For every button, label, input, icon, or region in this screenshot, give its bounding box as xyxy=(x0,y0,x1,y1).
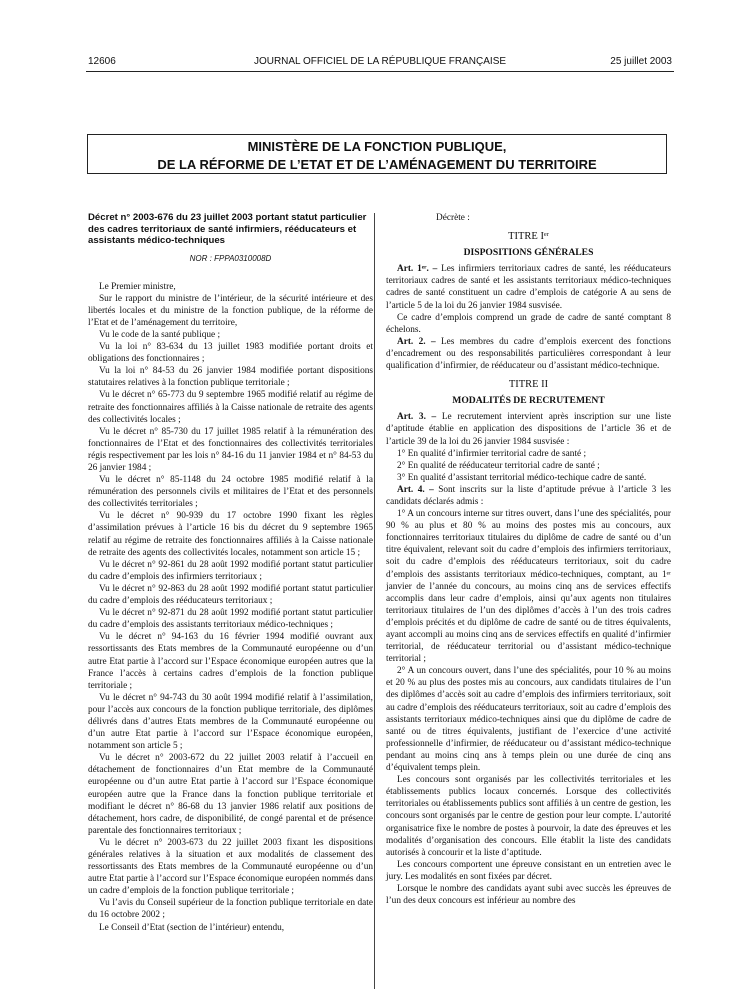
visa-paragraph: Vu le code de la santé publique ; xyxy=(99,329,221,340)
visa-paragraph: Le Conseil d’Etat (section de l’intérieur) entendu, xyxy=(99,922,285,933)
header-rule xyxy=(86,71,674,72)
article-3-item: 2° En qualité de rééducateur territorial cadre de santé ; xyxy=(397,460,600,471)
visa-paragraph: Vu le décret n° 94-163 du 16 février 1994 modifié ouvrant aux ressortissants des Etats membres de la Communauté européenne ou d’un autre Etat partie à l’accord sur l’Espace économique européen autres que la France l’accès à certains cadres d’emplois de la fonction publique territoriale ; xyxy=(88,632,373,691)
visa-paragraph: Vu la loi n° 84-53 du 26 janvier 1984 modifiée portant dispositions statutaires relatives à la fonction publique territoriale ; xyxy=(88,366,373,389)
decrete-label: Décrète : xyxy=(436,213,470,223)
titre-2-name: MODALITÉS DE RECRUTEMENT xyxy=(452,395,605,407)
column-separator xyxy=(374,213,375,989)
page-number: 12606 xyxy=(88,56,116,67)
article-1-text: Les infirmiers territoriaux cadres de santé, les rééducateurs territoriaux cadres de santé et les assistants territoriaux médico-techniques cadres de santé constituent un cadre d’emplois de catégorie A au sens de l’article 5 de la loi du 26 janvier 1984 susvisée. xyxy=(386,264,671,311)
left-column xyxy=(88,212,373,934)
decree-title: Décret n° 2003-676 du 23 juillet 2003 portant statut particulier des cadres territoriaux de santé infirmiers, rééducateurs et assistants médico-techniques xyxy=(88,212,367,246)
journal-title: JOURNAL OFFICIEL DE LA RÉPUBLIQUE FRANÇAISE xyxy=(253,56,507,67)
article-4-text: Sont inscrits sur la liste d’aptitude prévue à l’article 3 les candidats déclarés admis : xyxy=(386,484,672,507)
right-column xyxy=(386,212,671,907)
article-1 xyxy=(386,263,671,311)
visas-list xyxy=(88,281,373,934)
visa-paragraph: Vu le décret n° 85-730 du 17 juillet 1985 relatif à la rémunération des fonctionnaires de l’Etat et des fonctionnaires des collectivités territoriales régis respectivement par les lois n° 84-16 du 11 janvier 1984 et n° 84-53 du 26 janvier 1984 ; xyxy=(88,426,373,473)
article-4-paragraph: 2° A un concours ouvert, dans l’une des spécialités, pour 10 % au moins et 20 % au plus des postes mis au concours, aux candidats titulaires de l’un des diplômes d’accès soit au cadre d’emplois des infirmiers territoriaux, soit au cadre d’emplois des rééducateurs territoriaux, soit au cadre d’emplois des assistants territoriaux médico-techniques ainsi que du diplôme de cadre de santé ou de titres équivalents, justifiant de l’exercice d’une activité professionnelle d’infirmier, de rééducateur ou d’assistant médico-technique pendant au moins cinq ans à temps plein ou une durée de cinq ans d’équivalent temps plein. xyxy=(386,666,671,774)
article-2 xyxy=(386,336,671,372)
article-3 xyxy=(386,411,671,447)
article-4-label: Art. 4. – xyxy=(397,484,434,495)
visa-paragraph: Vu l’avis du Conseil supérieur de la fonction publique territoriale en date du 16 octobre 2002 ; xyxy=(88,898,373,921)
titre-1-name: DISPOSITIONS GÉNÉRALES xyxy=(463,247,594,259)
article-4-paragraph: Lorsque le nombre des candidats ayant subi avec succès les épreuves de l’un des deux concours est inférieur au nombre des xyxy=(386,883,671,907)
visa-paragraph: Vu le décret n° 92-871 du 28 août 1992 modifié portant statut particulier du cadre d’emplois des assistants territoriaux médico-techniques ; xyxy=(88,608,373,631)
visa-paragraph: Vu le décret n° 92-863 du 28 août 1992 modifié portant statut particulier du cadre d’emplois des rééducateurs territoriaux ; xyxy=(88,583,373,607)
visa-paragraph: Sur le rapport du ministre de l’intérieur, de la sécurité intérieure et des libertés locales et du ministre de la fonction publique, de la réforme de l’Etat et de l’aménagement du territoire, xyxy=(88,293,373,328)
article-4-paragraph: 1° A un concours interne sur titres ouvert, dans l’une des spécialités, pour 90 % au plus et 80 % au moins des postes mis au concours, aux fonctionnaires territoriaux titulaires du diplôme de cadre de santé ou d’un titre équivalent, relevant soit du cadre d’emplois des infirmiers territoriaux, soit du cadre d’emplois des rééducateurs territoriaux, soit du cadre d’emplois des assistants territoriaux médico-techniques, comptant, au 1ᵉʳ janvier de l’année du concours, au moins cinq ans de services effectifs accomplis dans leur cadre d’emplois, ainsi qu’aux agents non titulaires territoriaux titulaires de l’un des diplômes d’accès à l’un des trois cadres d’emplois précités et du diplôme de cadre de santé ou de titres équivalents, ayant accompli au moins cinq ans de services effectifs en qualité d’infirmier territorial, de rééducateur territorial ou d’assistant médico-technique territorial ; xyxy=(386,509,671,665)
article-3-item: 1° En qualité d’infirmier territorial cadre de santé ; xyxy=(397,448,587,459)
ministry-line-1: MINISTÈRE DE LA FONCTION PUBLIQUE, xyxy=(247,139,507,154)
visa-paragraph: Vu le décret n° 2003-673 du 22 juillet 2003 fixant les dispositions générales relatives à la situation et aux modalités de classement des ressortissants des Etats membres de la Communauté européenne ou d’un autre Etat partie à l’accord sur l’Espace économique européen nommés dans un cadre d’emplois de la fonction publique territoriale ; xyxy=(88,837,373,897)
titre-1-heading: TITRE Iᵉʳ xyxy=(508,231,549,243)
ministry-box xyxy=(87,134,667,174)
article-4-paragraph: Les concours comportent une épreuve consistant en un entretien avec le jury. Les modalités en sont fixées par décret. xyxy=(386,859,671,882)
article-3-text: Le recrutement intervient après inscription sur une liste d’aptitude établie en application des dispositions de l’article 36 et de l’article 39 de la loi du 26 janvier 1984 susvisée : xyxy=(386,412,672,447)
page-header xyxy=(88,56,672,72)
article-2-label: Art. 2. – xyxy=(397,336,436,347)
publication-date: 25 juillet 2003 xyxy=(610,56,672,67)
visa-paragraph: Vu le décret n° 90-939 du 17 octobre 1990 fixant les règles d’assimilation prévues à l’article 16 bis du décret du 9 septembre 1965 relatif au régime de retraite des fonctionnaires affiliés à la Caisse nationale de retraite des agents des collectivités locales, notamment son article 15 ; xyxy=(88,511,373,558)
visa-paragraph: Vu le décret n° 94-743 du 30 août 1994 modifié relatif à l’assimilation, pour l’accès aux concours de la fonction publique territoriale, des diplômes délivrés dans d’autres Etats membres de la Communauté européenne ou d’un autre Etat partie à l’accord sur l’Espace économique européen, notamment son article 5 ; xyxy=(88,692,373,752)
nor-reference: NOR : FPPA0310008D xyxy=(189,253,272,263)
visa-paragraph: Vu le décret n° 92-861 du 28 août 1992 modifié portant statut particulier du cadre d’emplois des infirmiers territoriaux ; xyxy=(88,559,373,582)
article-4 xyxy=(386,484,671,508)
visa-paragraph: Vu le décret n° 65-773 du 9 septembre 1965 modifié relatif au régime de retraite des fonctionnaires affiliés à la Caisse nationale de retraite des agents des collectivités locales ; xyxy=(88,390,373,425)
ministry-line-2: DE LA RÉFORME DE L’ETAT ET DE L’AMÉNAGEMENT DU TERRITOIRE xyxy=(157,157,597,172)
titre-2-heading: TITRE II xyxy=(508,379,549,391)
visa-paragraph: Vu le décret n° 85-1148 du 24 octobre 1985 modifié relatif à la rémunération des personnels civils et militaires de l’Etat et des personnels des collectivités territoriales ; xyxy=(88,475,373,510)
article-3-label: Art. 3. – xyxy=(397,412,437,423)
article-1-paragraph-2: Ce cadre d’emplois comprend un grade de cadre de santé comptant 8 échelons. xyxy=(386,312,671,335)
article-1-label: Art. 1ᵉʳ. – xyxy=(397,264,438,275)
visa-paragraph: Vu la loi n° 83-634 du 13 juillet 1983 modifiée portant droits et obligations des fonctionnaires ; xyxy=(88,342,373,365)
article-3-item: 3° En qualité d’assistant territorial médico-techique cadre de santé. xyxy=(397,472,647,483)
article-4-paragraph: Les concours sont organisés par les collectivités territoriales et les établissements publics locaux concernés. Lorsque des collectivités territoriales ou établissements publics sont affiliés à un centre de gestion, les concours sont organisés par le centre de gestion pour leur compte. L’autorité organisatrice fixe le nombre de postes à pourvoir, la date des épreuves et les modalités d’organisation des concours. Elle établit la liste des candidats autorisés à concourir et la liste d’aptitude. xyxy=(386,775,671,858)
article-2-text: Les membres du cadre d’emplois exercent des fonctions d’encadrement ou des responsabilités particulières correspondant à leur qualification d’infirmier, de rééducateur ou d’assistant médico-technique. xyxy=(386,336,671,372)
visa-paragraph: Vu le décret n° 2003-672 du 22 juillet 2003 relatif à l’accueil en détachement de fonctionnaires d’un Etat membre de la Communauté européenne ou d’un autre Etat partie à l’accord sur l’Espace économique européen autre que la France dans la fonction publique territoriale et modifiant le décret n° 86-68 du 13 janvier 1986 relatif aux positions de détachement, hors cadre, de disponibilité, de congé parental et de présence parentale des fonctionnaires territoriaux ; xyxy=(88,753,373,836)
visa-paragraph: Le Premier ministre, xyxy=(99,281,176,292)
